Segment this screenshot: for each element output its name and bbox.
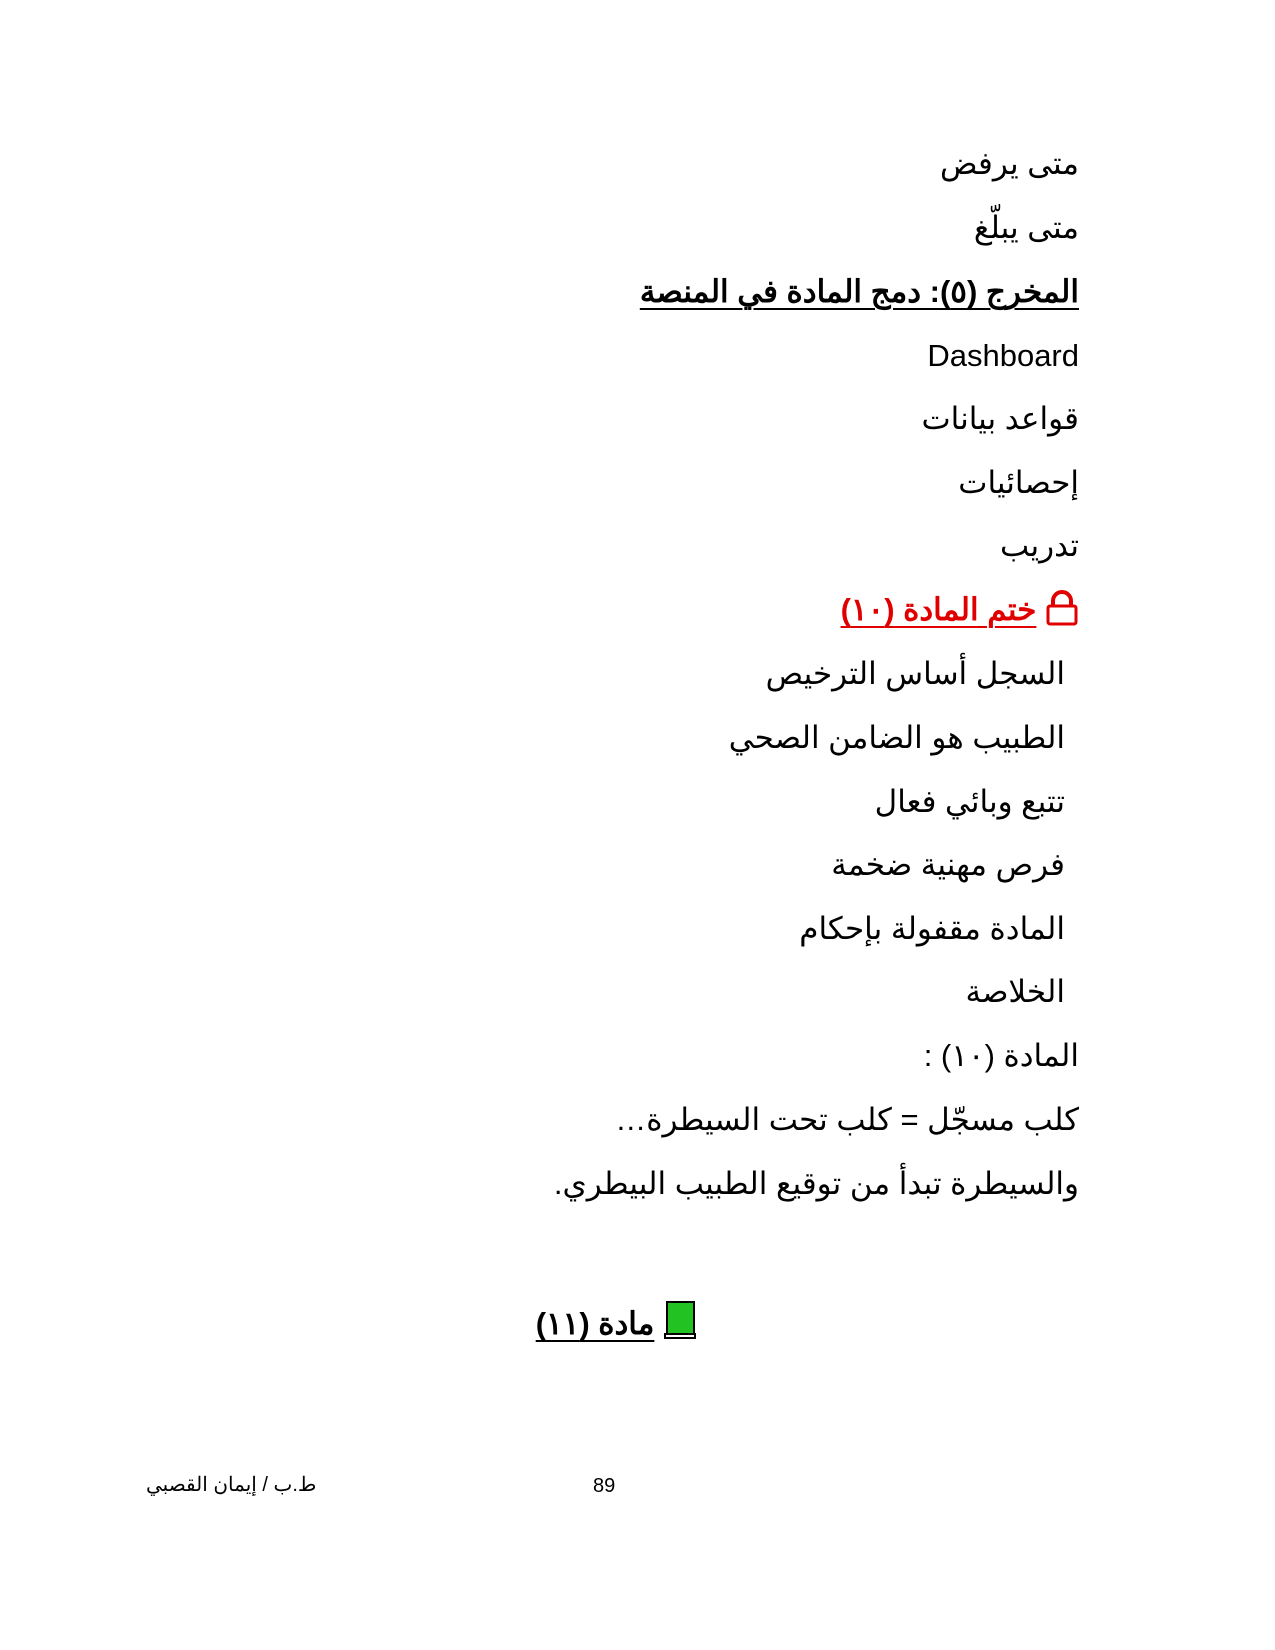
closing-item: فرص مهنية ضخمة	[831, 847, 1065, 882]
summary-line: كلب مسجّل = كلب تحت السيطرة…	[615, 1102, 1079, 1137]
book-icon	[663, 1300, 697, 1350]
footer-author: ط.ب / إيمان القصبي	[146, 1474, 317, 1496]
closing-item: الطبيب هو الضامن الصحي	[728, 720, 1065, 755]
page-number: 89	[593, 1475, 616, 1497]
integration-item: قواعد بيانات	[921, 401, 1079, 436]
integration-item: تدريب	[1000, 528, 1079, 563]
text-line: متى يبلّغ	[973, 210, 1079, 245]
closing-item: تتبع وبائي فعال	[874, 784, 1065, 819]
closing-item: السجل أساس الترخيص	[765, 656, 1065, 691]
integration-item-label: Dashboard	[927, 338, 1079, 373]
section-heading	[841, 590, 1079, 636]
closing-item: الخلاصة	[965, 974, 1065, 1009]
closing-item: المادة مقفولة بإحكام	[799, 911, 1065, 946]
text-line: متى يرفض	[940, 146, 1079, 181]
summary-line: والسيطرة تبدأ من توقيع الطبيب البيطري.	[553, 1166, 1079, 1201]
next-heading-label: مادة (١١)	[535, 1306, 655, 1341]
summary-line: المادة (١٠) :	[923, 1038, 1079, 1073]
lock-icon	[1045, 590, 1079, 636]
section-heading-label: ختم المادة (١٠)	[840, 592, 1037, 627]
output-heading: المخرج (٥): دمج المادة في المنصة	[639, 274, 1079, 309]
integration-item	[927, 336, 1079, 376]
integration-item: إحصائيات	[958, 465, 1079, 500]
next-heading	[536, 1300, 697, 1350]
